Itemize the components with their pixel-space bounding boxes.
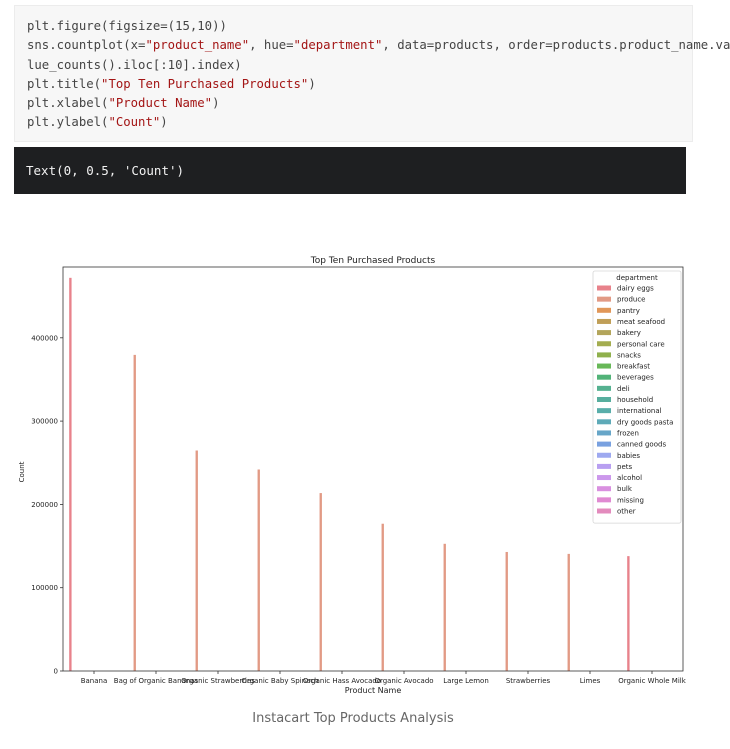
code-token: , hue= — [249, 38, 294, 53]
legend-label: bulk — [617, 485, 632, 494]
legend-swatch — [597, 308, 611, 313]
bar — [196, 451, 198, 671]
code-token: ) — [160, 115, 168, 130]
legend-swatch — [597, 442, 611, 447]
bar — [444, 544, 446, 671]
code-line — [27, 113, 692, 132]
legend-swatch — [597, 430, 611, 435]
legend-swatch — [597, 352, 611, 357]
legend-swatch — [597, 375, 611, 380]
bar — [506, 552, 508, 671]
code-token: plt.title( — [27, 76, 102, 91]
code-token: lue_counts().iloc[:10].index) — [27, 57, 242, 72]
legend-label: dry goods pasta — [617, 418, 674, 427]
output-cell — [14, 147, 686, 194]
code-cell[interactable] — [14, 5, 730, 142]
code-token: plt.ylabel( — [27, 115, 109, 130]
bar — [320, 493, 322, 671]
legend-label: dairy eggs — [617, 284, 654, 293]
legend-swatch — [597, 408, 611, 413]
bar — [568, 554, 570, 671]
legend-label: deli — [617, 384, 630, 393]
legend-swatch — [597, 464, 611, 469]
code-token: plt.figure(figsize=(15,10)) — [27, 19, 227, 33]
x-axis — [81, 671, 687, 685]
code-line — [27, 75, 692, 94]
code-token: plt.xlabel( — [27, 96, 109, 111]
legend-swatch — [597, 419, 611, 424]
legend-swatch — [597, 341, 611, 346]
code-token: sns.countplot(x= — [27, 38, 146, 53]
code-string-token: "Product Name" — [108, 96, 213, 111]
code-token: ) — [308, 76, 316, 91]
code-string-token: "product_name" — [145, 38, 250, 53]
legend-swatch — [597, 397, 611, 402]
x-tick-label: Limes — [579, 677, 601, 685]
y-tick-label: 400000 — [31, 334, 58, 343]
x-tick-label: Organic Baby Spinach — [241, 677, 319, 685]
x-tick-label: Bag of Organic Bananas — [113, 677, 199, 685]
bar — [134, 355, 136, 671]
legend-swatch — [597, 319, 611, 324]
legend-label: produce — [617, 295, 646, 304]
legend-label: bakery — [617, 329, 641, 338]
legend-swatch — [597, 509, 611, 514]
legend-swatch — [597, 486, 611, 491]
code-string-token: "Count" — [108, 115, 161, 130]
legend-label: babies — [617, 451, 641, 460]
legend-swatch — [597, 364, 611, 369]
legend-label: international — [617, 407, 662, 416]
legend-label: missing — [617, 496, 644, 505]
countplot-chart — [0, 240, 706, 703]
code-token: , data=products, order=products.product_name.va — [382, 38, 730, 53]
legend-label: pantry — [617, 306, 640, 315]
x-tick-label: Organic Avocado — [374, 677, 434, 685]
legend-label: pets — [617, 462, 633, 471]
legend-title: department — [616, 274, 658, 282]
x-axis-label: Product Name — [344, 686, 402, 695]
bar — [258, 469, 260, 671]
legend-label: household — [617, 396, 654, 404]
y-tick-label: 100000 — [31, 584, 58, 593]
legend-label: beverages — [617, 373, 654, 382]
legend-swatch — [597, 475, 611, 480]
bar — [627, 556, 629, 671]
y-axis — [31, 334, 63, 675]
bar — [69, 278, 71, 671]
legend-swatch — [597, 286, 611, 291]
legend-label: breakfast — [617, 362, 650, 371]
code-string-token: "department" — [293, 38, 383, 53]
x-tick-label: Organic Hass Avocado — [302, 677, 382, 685]
x-tick-label: Organic Strawberries — [181, 677, 255, 685]
y-tick-label: 0 — [53, 667, 58, 676]
plot-frame — [63, 267, 683, 671]
code-line — [27, 17, 692, 36]
legend-swatch — [597, 330, 611, 335]
y-tick-label: 200000 — [31, 500, 58, 509]
legend-label: personal care — [617, 340, 665, 349]
code-line — [27, 36, 730, 55]
legend-swatch — [597, 386, 611, 391]
legend — [593, 271, 681, 523]
output-text: Text(0, 0.5, 'Count') — [26, 163, 185, 178]
code-editor[interactable] — [15, 6, 730, 133]
x-tick-label: Banana — [80, 677, 108, 685]
code-line — [27, 94, 692, 113]
chart-title: Top Ten Purchased Products — [310, 256, 436, 266]
legend-label: snacks — [617, 351, 641, 360]
legend-label: frozen — [617, 429, 639, 438]
legend-label: meat seafood — [617, 317, 666, 326]
legend-swatch — [597, 497, 611, 502]
figure-caption: Instacart Top Products Analysis — [252, 711, 454, 726]
y-tick-label: 300000 — [31, 417, 58, 426]
bar — [382, 524, 384, 671]
legend-label: other — [617, 507, 636, 516]
code-token: ) — [212, 96, 220, 111]
x-tick-label: Strawberries — [505, 677, 551, 685]
x-tick-label: Large Lemon — [443, 677, 489, 685]
code-line — [27, 56, 692, 75]
bars — [69, 278, 629, 671]
legend-label: alcohol — [617, 474, 643, 483]
y-axis-label: Count — [18, 461, 26, 483]
x-tick-label: Organic Whole Milk — [618, 677, 686, 685]
legend-swatch — [597, 297, 611, 302]
code-string-token: "Top Ten Purchased Products" — [101, 76, 309, 91]
legend-label: canned goods — [617, 440, 667, 449]
legend-swatch — [597, 453, 611, 458]
